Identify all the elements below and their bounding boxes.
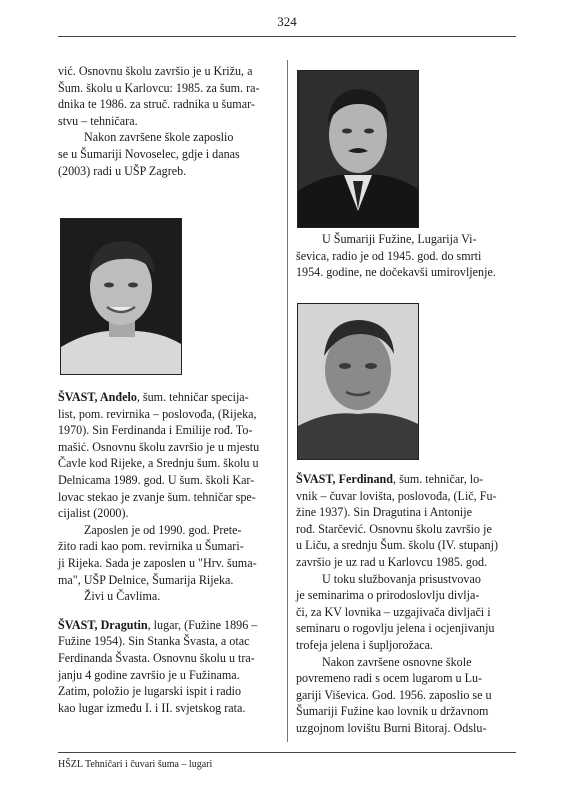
entry-andjelo	[58, 389, 278, 716]
portrait-man-moustache-icon	[298, 71, 418, 227]
text-line: je seminarima o prirodoslovlju divlja-	[296, 588, 480, 603]
text-line: U Šumariji Fužine, Lugarija Vi-	[322, 232, 477, 246]
text-line: ševica, radio je od 1945. god. do smrti	[296, 248, 482, 263]
text-line: ŠVAST, Ferdinand, šum. tehničar, lo-	[296, 472, 484, 486]
text-line: list, pom. revirnika – poslovođa, (Rijeka,	[58, 406, 257, 421]
text-line: ji Rijeka. Sada je zaposlen u "Hrv. šuma-	[58, 555, 257, 570]
text-line: završio je uz rad u Karlovcu 1985. god.	[296, 554, 488, 569]
text-line: ŠVAST, Dragutin, lugar, (Fužine 1896 –	[58, 617, 258, 632]
text-line: ŠVAST, Anđelo, šum. tehničar specija-	[58, 390, 249, 404]
text-line: se u Šumariji Novoselec, gdje i danas	[58, 146, 240, 161]
portrait-middle-aged-man-icon	[298, 304, 418, 459]
photo-ferdinand	[297, 303, 419, 460]
text-line: U toku službovanja prisustvovao	[322, 571, 481, 586]
text-line: kao lugar između I. i II. svjetskog rata.	[58, 700, 246, 715]
text-line: seminaru o rogovlju jelena i ocjenjivanju	[296, 621, 495, 636]
left-intro	[58, 63, 278, 179]
entry-ferdinand	[296, 471, 516, 737]
text-line: 1954. godine, ne dočekavši umirovljenje.	[296, 265, 496, 280]
photo-andjelo	[60, 218, 182, 375]
text-line: 1970). Sin Ferdinanda i Emilije rođ. To-	[58, 423, 253, 438]
text-line: stvu – tehničara.	[58, 113, 138, 128]
text-line: uzgojnom lovištu Burni Bitoraj. Odslu-	[296, 720, 487, 735]
dragutin-continuation	[296, 231, 516, 281]
text-line: (2003) radi u UŠP Zagreb.	[58, 163, 187, 178]
entry-name: ŠVAST, Anđelo	[58, 390, 137, 404]
column-divider	[287, 60, 288, 742]
text-line: Delnicama 1989. god. U šum. školi Kar-	[58, 472, 255, 487]
text-line: Zatim, položio je lugarski ispit i radio	[58, 684, 242, 699]
text-line: janju 4 godine završio je u Fužinama.	[58, 667, 240, 682]
text-line: Fužine 1954). Sin Stanka Švasta, a otac	[58, 634, 250, 649]
text-line: Šumariji Fužine kao lovnik u državnom	[296, 704, 489, 719]
text-line: gariji Viševica. God. 1956. zaposlio se u	[296, 687, 492, 702]
text-line: dnika te 1986. za struč. radnika u šumar-	[58, 97, 255, 112]
text-line: Čavle kod Rijeke, a Srednju šum. školu u	[58, 456, 259, 471]
text-line: Nakon završene osnovne škole	[322, 654, 472, 669]
text-line: u Liču, a srednju Šum. školu (IV. stupanj)	[296, 538, 498, 553]
page-number: 324	[277, 14, 297, 29]
text-line: Šum. školu u Karlovcu: 1985. za šum. ra-	[58, 80, 260, 95]
entry-name: ŠVAST, Dragutin	[58, 617, 148, 632]
text-line: vić. Osnovnu školu završio je u Križu, a	[58, 64, 253, 78]
portrait-young-man-icon	[61, 219, 181, 374]
text-line: žito radi kao pom. revirnika u Šumari-	[58, 539, 244, 554]
entry-name: ŠVAST, Ferdinand	[296, 472, 394, 486]
text-line: povremeno radi s ocem lugarom u Lu-	[296, 671, 483, 686]
text-line: Ferdinanda Švasta. Osnovnu školu u tra-	[58, 650, 255, 665]
text-line: vnik – čuvar lovišta, poslovođa, (Lič, Fu-	[296, 488, 497, 503]
photo-dragutin	[297, 70, 419, 228]
header-rule	[58, 36, 516, 37]
text-line: žine 1937). Sin Dragutina i Antonije	[296, 505, 473, 520]
text-line: či, za KV lovnika – uzgajivača divljači i	[296, 604, 491, 619]
page-footer: HŠZL Tehničari i čuvari šuma – lugari	[58, 759, 213, 770]
text-line: Živi u Čavlima.	[84, 589, 161, 604]
text-line: Zaposlen je od 1990. god. Prete-	[84, 522, 242, 537]
text-line: cijalist (2000).	[58, 506, 129, 521]
text-line: Nakon završene škole zaposlio	[84, 130, 234, 145]
text-line: mašić. Osnovnu školu završio je u mjestu	[58, 439, 260, 454]
footer-rule	[58, 752, 516, 753]
text-line: lovac stekao je zvanje šum. tehničar spe-	[58, 489, 256, 504]
text-line: trofeja jelena i šupljorožaca.	[296, 637, 433, 652]
text-line: ma", UŠP Delnice, Šumarija Rijeka.	[58, 572, 234, 587]
text-line: rođ. Starčević. Osnovnu školu završio je	[296, 521, 492, 536]
